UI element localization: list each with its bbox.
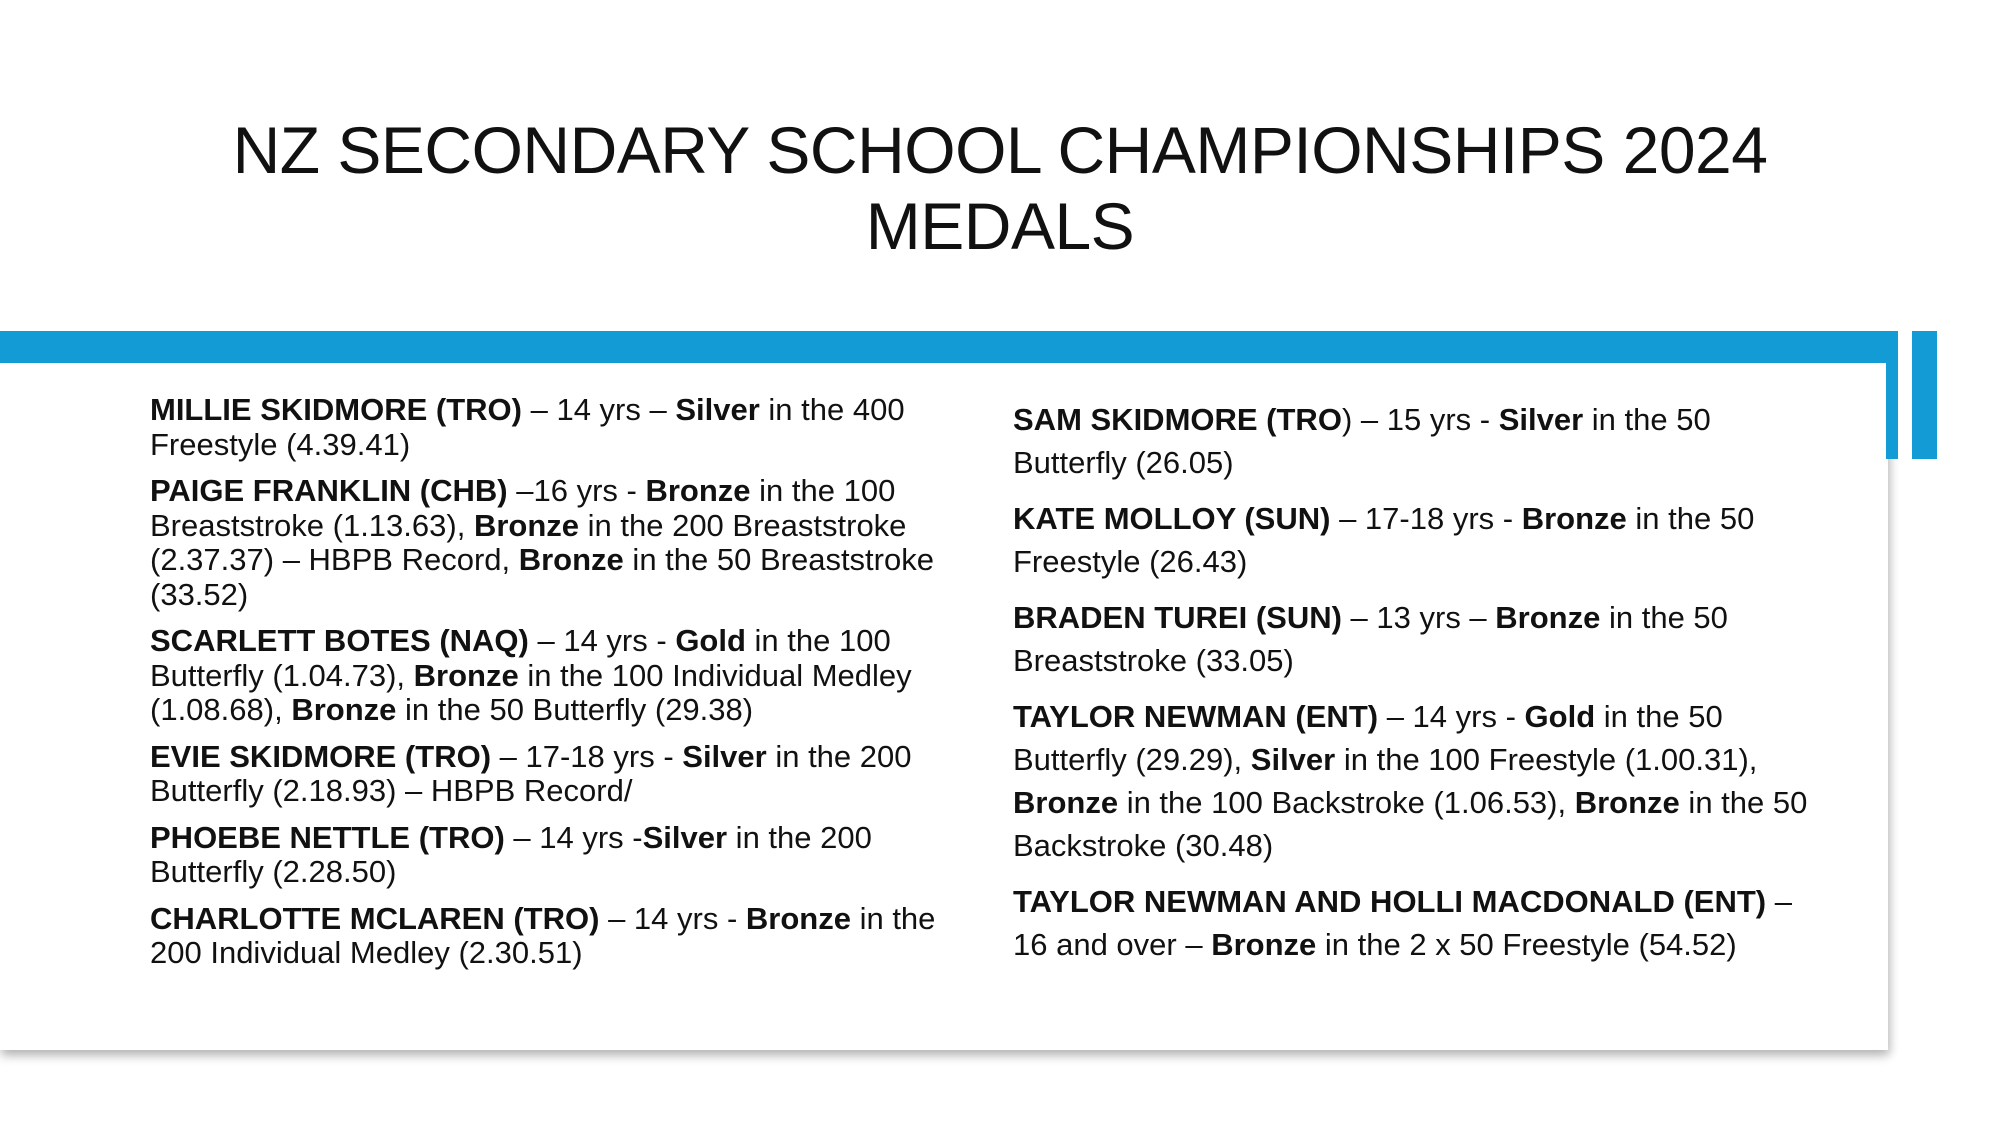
- medal: Silver: [642, 819, 728, 855]
- swimmer-name: PAIGE FRANKLIN (CHB): [150, 473, 508, 508]
- accent-bar: [0, 331, 1898, 363]
- medal: Bronze: [1574, 785, 1680, 820]
- medal-entry: [150, 740, 950, 809]
- medal-entry: [1013, 695, 1813, 867]
- accent-side-bar: [1912, 331, 1937, 459]
- entry-text: in the 100 Breaststroke (1.13.63),: [150, 473, 896, 543]
- right-column: [1013, 398, 1813, 966]
- entry-text: in the 200 Butterfly (2.28.50): [150, 819, 872, 889]
- entry-text: in the 200 Individual Medley (2.30.51): [150, 900, 936, 970]
- entry-text: in the 200 Butterfly (2.18.93) – HBPB Record/: [150, 738, 912, 808]
- entry-text: in the 100 Individual Medley (1.08.68),: [150, 657, 912, 727]
- entry-text: – 17-18 yrs -: [491, 738, 683, 774]
- entry-text: in the 50 Butterfly (26.05): [1013, 402, 1711, 480]
- medal: Bronze: [473, 507, 580, 543]
- medal-entry: [1013, 497, 1813, 583]
- slide-title-line-1: NZ SECONDARY SCHOOL CHAMPIONSHIPS 2024: [232, 113, 1768, 187]
- entry-text: in the 2 x 50 Freestyle (54.52): [1316, 927, 1737, 962]
- swimmer-name: PHOEBE NETTLE (TRO): [150, 819, 505, 855]
- medal-entry: [150, 902, 950, 971]
- swimmer-name: CHARLOTTE MCLAREN (TRO): [150, 900, 600, 936]
- medal-entry: [150, 821, 950, 890]
- swimmer-name: SAM SKIDMORE (TRO: [1013, 402, 1342, 437]
- entry-text: – 14 yrs -: [1378, 699, 1525, 734]
- swimmer-name: TAYLOR NEWMAN (ENT): [1013, 699, 1379, 734]
- medal: Bronze: [1495, 600, 1601, 635]
- medal-entry: [150, 393, 950, 462]
- medal: Bronze: [518, 542, 624, 577]
- swimmer-name: TAYLOR NEWMAN AND HOLLI MACDONALD (ENT): [1013, 884, 1767, 919]
- entry-text: –16 yrs -: [507, 473, 646, 508]
- accent-bar-corner: [1886, 331, 1898, 459]
- medal: Silver: [1498, 402, 1584, 437]
- entry-text: – 17-18 yrs -: [1330, 501, 1522, 536]
- entry-text: in the 100 Butterfly (1.04.73),: [150, 623, 891, 693]
- medal-entry: [1013, 596, 1813, 682]
- entry-text: in the 50 Butterfly (29.38): [396, 692, 754, 727]
- entry-text: in the 200 Breaststroke (2.37.37) – HBPB Record,: [150, 507, 907, 577]
- entry-text: – 14 yrs -: [599, 900, 746, 936]
- medal: Silver: [675, 392, 760, 427]
- medal: Gold: [1524, 699, 1596, 734]
- medal-entry: [150, 474, 950, 612]
- entry-text: in the 50 Freestyle (26.43): [1013, 501, 1755, 579]
- left-column: [150, 393, 950, 971]
- entry-text: in the 50 Butterfly (29.29),: [1013, 699, 1723, 777]
- swimmer-name: SCARLETT BOTES (NAQ): [150, 623, 529, 658]
- medal: Bronze: [745, 900, 851, 936]
- slide-title-line-2: MEDALS: [865, 189, 1135, 263]
- entry-text: – 13 yrs –: [1341, 600, 1496, 635]
- medal: Bronze: [645, 473, 751, 508]
- entry-text: in the 400 Freestyle (4.39.41): [150, 392, 905, 462]
- swimmer-name: EVIE SKIDMORE (TRO): [150, 738, 492, 774]
- medal: Gold: [675, 623, 746, 658]
- entry-text: – 14 yrs -: [504, 819, 643, 855]
- medal-entry: [150, 624, 950, 728]
- swimmer-name: BRADEN TUREI (SUN): [1013, 600, 1342, 635]
- medal-entry: [1013, 880, 1813, 966]
- medal: Bronze: [413, 657, 519, 693]
- entry-text: in the 50 Breaststroke (33.52): [150, 542, 934, 612]
- medal: Bronze: [1211, 927, 1317, 962]
- medal-entry: [1013, 398, 1813, 484]
- entry-text: – 14 yrs -: [528, 623, 676, 658]
- slide-title: [0, 112, 2000, 264]
- medal: Silver: [682, 738, 767, 774]
- entry-text: – 16 and over –: [1013, 884, 1792, 962]
- entry-text: ) – 15 yrs -: [1341, 402, 1499, 437]
- swimmer-name: KATE MOLLOY (SUN): [1013, 501, 1331, 536]
- swimmer-name: MILLIE SKIDMORE (TRO): [150, 392, 522, 427]
- entry-text: in the 100 Freestyle (1.00.31),: [1335, 742, 1758, 777]
- entry-text: in the 50 Breaststroke (33.05): [1013, 600, 1728, 678]
- medal: Silver: [1250, 742, 1336, 777]
- medal: Bronze: [1013, 785, 1119, 820]
- entry-text: in the 50 Backstroke (30.48): [1013, 785, 1808, 863]
- medal: Bronze: [291, 692, 397, 727]
- entry-text: in the 100 Backstroke (1.06.53),: [1118, 785, 1575, 820]
- medal: Bronze: [1521, 501, 1627, 536]
- entry-text: – 14 yrs –: [521, 392, 676, 427]
